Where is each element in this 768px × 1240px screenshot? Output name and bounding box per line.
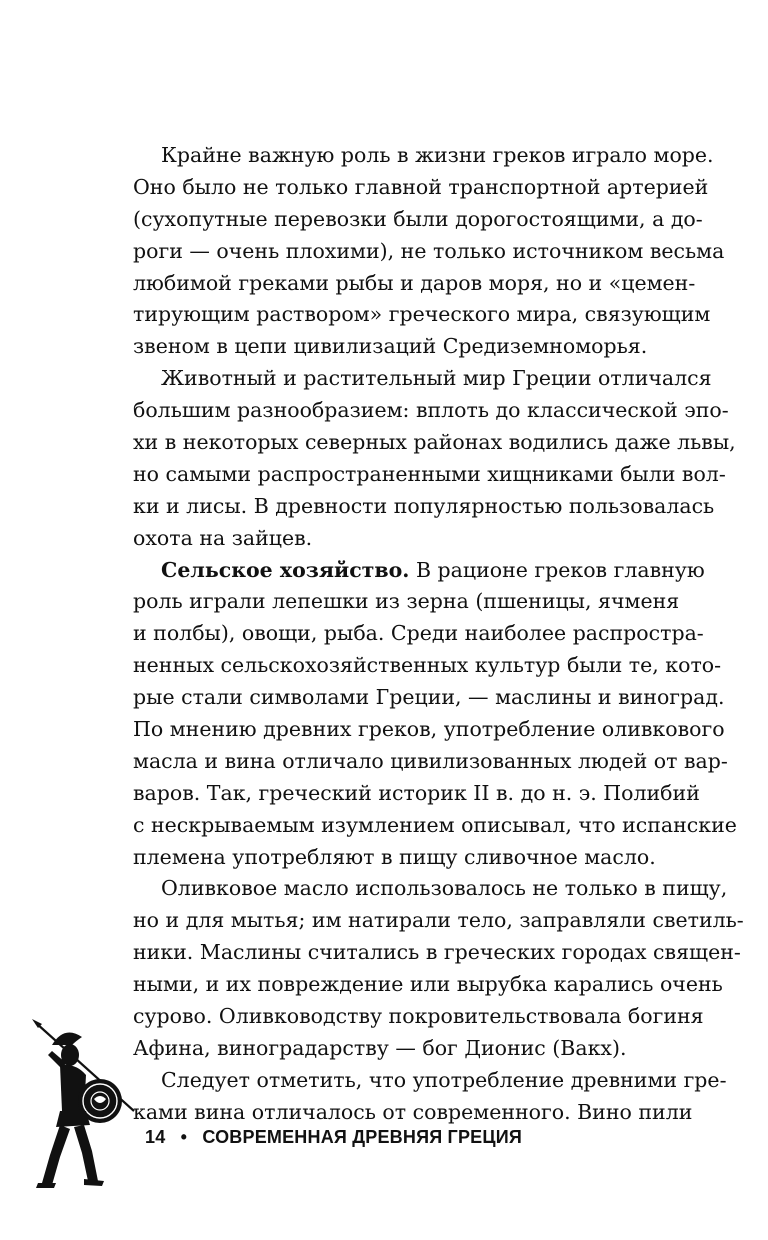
text-line: Крайне важную роль в жизни греков играло море. (161, 143, 714, 167)
text-line: с нескрываемым изумлением описывал, что испанские (133, 812, 737, 837)
text-line: Оно было не только главной транспортной артерией (133, 174, 709, 199)
text-line: ники. Маслины считались в греческих городах священ- (133, 940, 741, 965)
text-line: племена употребляют в пищу сливочное масло. (133, 844, 656, 869)
text-line: масла и вина отличало цивилизованных людей от вар- (133, 748, 728, 773)
greek-warrior-icon (30, 1015, 148, 1190)
text-line: роги — очень плохими), не только источником весьма (133, 238, 725, 263)
text-line: ненных сельскохозяйственных культур были те, кото- (133, 653, 722, 678)
text-line: охота на зайцев. (133, 525, 313, 550)
page-footer (145, 1122, 522, 1152)
text-line: звеном в цепи цивилизаций Средиземноморья. (133, 334, 648, 359)
text-line: любимой греками рыбы и даров моря, но и «цемен- (133, 270, 696, 295)
text-line: Оливковое масло использовалось не только в пищу, (161, 876, 728, 901)
text-line: рые стали символами Греции, — маслины и виноград. (133, 685, 725, 710)
text-line: ками вина отличалось от современного. Вино пили (133, 1099, 693, 1124)
text-line: ными, и их повреждение или вырубка карались очень (133, 972, 723, 997)
text-line: сурово. Оливководству покровительствовала богиня (133, 1004, 704, 1029)
book-title: СОВРЕМЕННАЯ ДРЕВНЯЯ ГРЕЦИЯ (202, 1127, 522, 1147)
text-line: ки и лисы. В древности популярностью пользовалась (133, 493, 715, 518)
text-line (133, 555, 705, 587)
text-line: (сухопутные перевозки были дорогостоящими, а до- (133, 206, 703, 231)
text-line: большим разнообразием: вплоть до классической эпо- (133, 398, 729, 423)
text-line: роль играли лепешки из зерна (пшеницы, ячменя (133, 589, 680, 614)
page-number: 14 (145, 1127, 166, 1147)
text-line: Животный и растительный мир Греции отличался (161, 366, 712, 391)
text-line: варов. Так, греческий историк II в. до н. э. Полибий (133, 780, 700, 805)
text-line: Следует отметить, что употребление древними гре- (161, 1067, 727, 1092)
text-line: но и для мытья; им натирали тело, заправляли светиль- (133, 908, 744, 933)
text-line: но самыми распространенными хищниками были вол- (133, 461, 726, 486)
page-body (133, 140, 744, 1129)
text-line: По мнению древних греков, употребление оливкового (133, 717, 725, 742)
text-line: и полбы), овощи, рыба. Среди наиболее распростра- (133, 621, 704, 646)
text-run: В рационе греков главную (415, 557, 705, 582)
section-heading: Сельское хозяйство. (161, 557, 410, 582)
text-line: хи в некоторых северных районах водились даже львы, (133, 430, 736, 455)
text-line: Афина, виноградарству — бог Дионис (Вакх). (133, 1035, 627, 1060)
text-line: тирующим раствором» греческого мира, связующим (133, 302, 711, 327)
footer-separator: • (180, 1127, 188, 1147)
